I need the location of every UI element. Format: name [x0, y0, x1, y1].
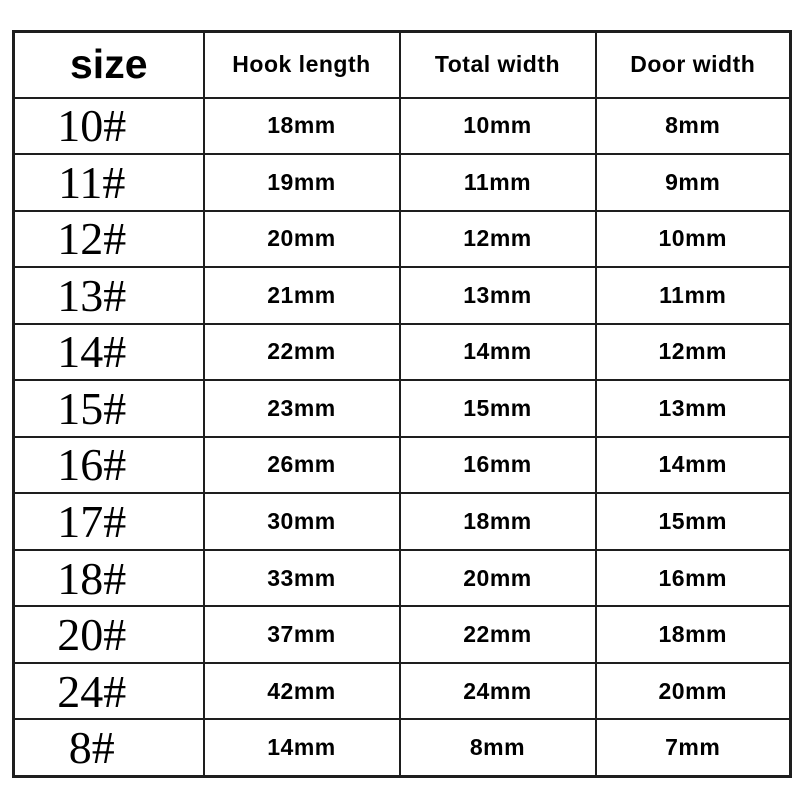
size-cell: 12# [14, 211, 204, 268]
size-cell: 24# [14, 663, 204, 720]
table-row-17 [14, 493, 791, 550]
total-width-cell: 18mm [400, 493, 596, 550]
total-width-cell: 13mm [400, 267, 596, 324]
door-width-cell: 12mm [596, 324, 791, 381]
table-header [14, 32, 791, 98]
door-width-cell: 20mm [596, 663, 791, 720]
total-width-cell: 20mm [400, 550, 596, 607]
size-cell: 14# [14, 324, 204, 381]
table-row-24 [14, 663, 791, 720]
door-width-cell: 15mm [596, 493, 791, 550]
size-cell: 10# [14, 98, 204, 155]
size-cell: 20# [14, 606, 204, 663]
header-row [14, 32, 791, 98]
table-row-10 [14, 98, 791, 155]
door-width-cell: 16mm [596, 550, 791, 607]
total-width-cell: 8mm [400, 719, 596, 776]
hook-length-cell: 18mm [204, 98, 400, 155]
table-body [14, 98, 791, 777]
total-width-cell: 15mm [400, 380, 596, 437]
table-row-18 [14, 550, 791, 607]
total-width-cell: 12mm [400, 211, 596, 268]
door-width-cell: 9mm [596, 154, 791, 211]
door-width-cell: 8mm [596, 98, 791, 155]
door-width-cell: 10mm [596, 211, 791, 268]
column-header-size: size [14, 32, 204, 98]
table-row-14 [14, 324, 791, 381]
column-header-door-width: Door width [596, 32, 791, 98]
table-row-8 [14, 719, 791, 776]
hook-length-cell: 33mm [204, 550, 400, 607]
hook-length-cell: 21mm [204, 267, 400, 324]
hook-length-cell: 26mm [204, 437, 400, 494]
table-row-11 [14, 154, 791, 211]
size-cell: 15# [14, 380, 204, 437]
size-cell: 18# [14, 550, 204, 607]
column-header-total-width: Total width [400, 32, 596, 98]
door-width-cell: 11mm [596, 267, 791, 324]
total-width-cell: 24mm [400, 663, 596, 720]
table-row-20 [14, 606, 791, 663]
size-cell: 8# [14, 719, 204, 776]
hook-length-cell: 23mm [204, 380, 400, 437]
total-width-cell: 16mm [400, 437, 596, 494]
total-width-cell: 10mm [400, 98, 596, 155]
hook-length-cell: 30mm [204, 493, 400, 550]
door-width-cell: 13mm [596, 380, 791, 437]
hook-length-cell: 19mm [204, 154, 400, 211]
hook-length-cell: 20mm [204, 211, 400, 268]
size-cell: 11# [14, 154, 204, 211]
hook-length-cell: 14mm [204, 719, 400, 776]
hook-length-cell: 42mm [204, 663, 400, 720]
table-row-15 [14, 380, 791, 437]
size-chart-table [12, 30, 792, 778]
total-width-cell: 22mm [400, 606, 596, 663]
table-row-16 [14, 437, 791, 494]
hook-length-cell: 37mm [204, 606, 400, 663]
door-width-cell: 18mm [596, 606, 791, 663]
total-width-cell: 14mm [400, 324, 596, 381]
size-cell: 17# [14, 493, 204, 550]
door-width-cell: 7mm [596, 719, 791, 776]
column-header-hook-length: Hook length [204, 32, 400, 98]
table-row-13 [14, 267, 791, 324]
size-cell: 16# [14, 437, 204, 494]
door-width-cell: 14mm [596, 437, 791, 494]
total-width-cell: 11mm [400, 154, 596, 211]
size-cell: 13# [14, 267, 204, 324]
hook-length-cell: 22mm [204, 324, 400, 381]
table-row-12 [14, 211, 791, 268]
